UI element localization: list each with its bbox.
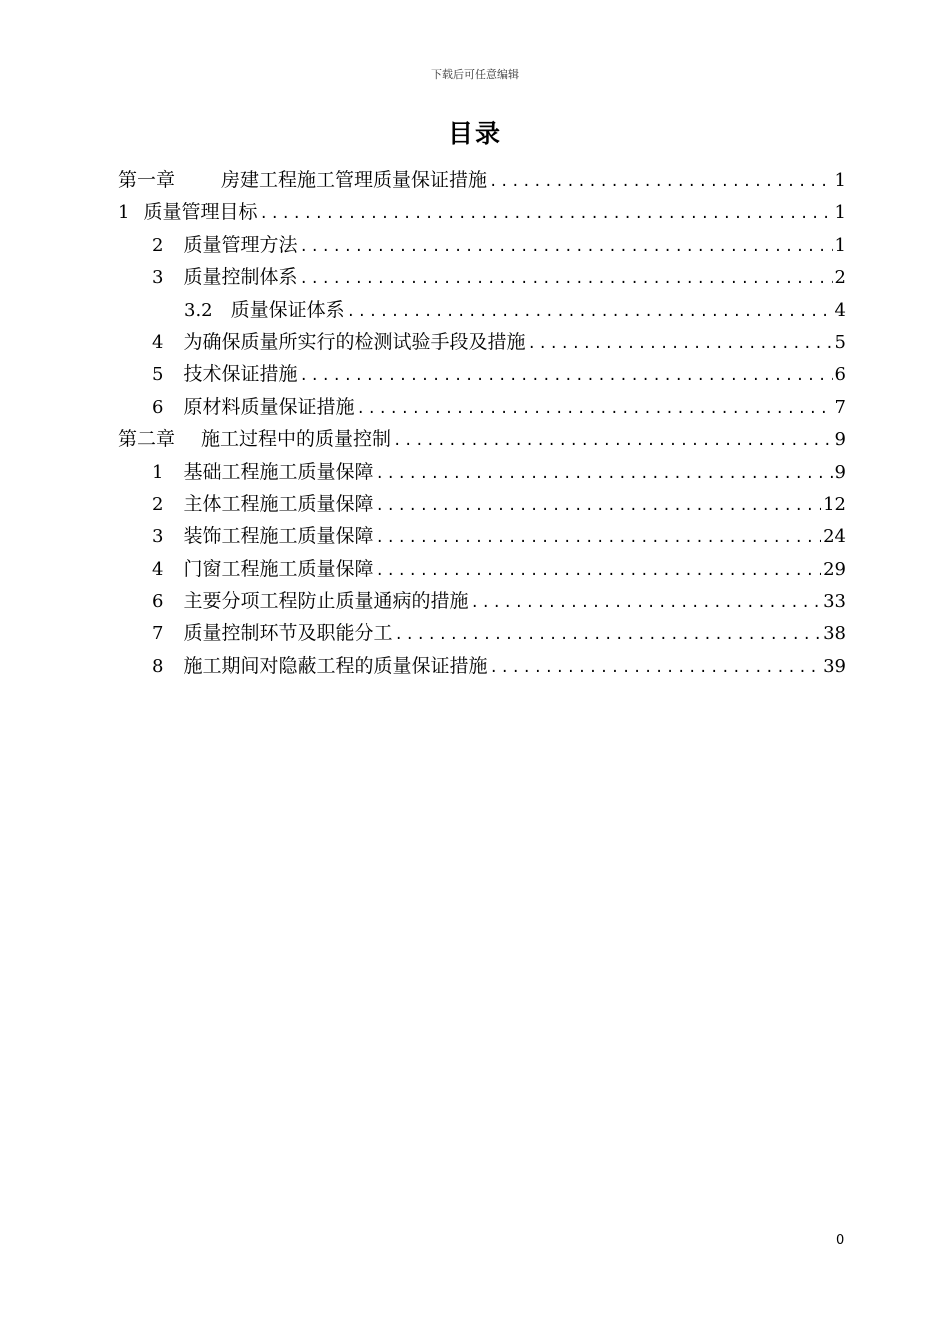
entry-number: 5 bbox=[152, 364, 164, 386]
dot-leader bbox=[489, 166, 833, 198]
entry-number: 4 bbox=[152, 331, 164, 353]
dot-leader bbox=[527, 328, 832, 360]
entry-number: 2 bbox=[152, 234, 164, 256]
toc-title: 目录 bbox=[447, 119, 502, 148]
entry-page-number: 9 bbox=[834, 429, 846, 451]
toc-entry-ch2-section-6[interactable] bbox=[118, 585, 846, 617]
toc-entry-section-2[interactable] bbox=[118, 229, 846, 261]
entry-number: 1 bbox=[118, 202, 130, 224]
entry-number: 6 bbox=[152, 396, 164, 418]
dot-leader bbox=[393, 425, 833, 457]
entry-page-number: 38 bbox=[823, 623, 846, 645]
entry-title: 技术保证措施 bbox=[183, 363, 298, 386]
entry-number: 1 bbox=[152, 461, 164, 483]
entry-page-number: 24 bbox=[823, 526, 846, 548]
entry-number: 4 bbox=[152, 558, 164, 580]
toc-entry-chapter-2[interactable] bbox=[118, 423, 846, 455]
entry-title: 为确保质量所实行的检测试验手段及措施 bbox=[183, 330, 526, 353]
entry-page-number: 4 bbox=[834, 299, 846, 321]
entry-page-number: 7 bbox=[834, 396, 846, 418]
entry-title: 装饰工程施工质量保障 bbox=[183, 525, 374, 548]
entry-page-number: 1 bbox=[834, 234, 846, 256]
toc-entry-ch2-section-3[interactable] bbox=[118, 520, 846, 552]
entry-number: 3.2 bbox=[184, 299, 213, 321]
dot-leader bbox=[375, 522, 821, 554]
dot-leader bbox=[375, 458, 832, 490]
dot-leader bbox=[375, 555, 821, 587]
toc-entry-section-3-2[interactable] bbox=[118, 294, 846, 326]
entry-number: 7 bbox=[152, 623, 164, 645]
dot-leader bbox=[259, 198, 832, 230]
entry-page-number: 1 bbox=[834, 202, 846, 224]
dot-leader bbox=[299, 360, 832, 392]
toc-entry-ch2-section-8[interactable] bbox=[118, 650, 846, 682]
dot-leader bbox=[299, 263, 832, 295]
entry-title: 原材料质量保证措施 bbox=[183, 395, 355, 418]
dot-leader bbox=[299, 231, 832, 263]
entry-title: 主要分项工程防止质量通病的措施 bbox=[183, 590, 469, 613]
toc-entry-section-6[interactable] bbox=[118, 391, 846, 423]
dot-leader bbox=[356, 393, 832, 425]
page-number: 0 bbox=[836, 1233, 845, 1248]
toc-entry-section-5[interactable] bbox=[118, 358, 846, 390]
entry-number: 3 bbox=[152, 267, 164, 289]
toc-entry-section-4[interactable] bbox=[118, 326, 846, 358]
entry-title: 基础工程施工质量保障 bbox=[183, 460, 374, 483]
entry-page-number: 2 bbox=[834, 267, 846, 289]
entry-page-number: 29 bbox=[823, 558, 846, 580]
entry-page-number: 33 bbox=[823, 591, 846, 613]
entry-page-number: 5 bbox=[834, 331, 846, 353]
entry-title: 房建工程施工管理质量保证措施 bbox=[221, 169, 488, 191]
header-note: 下载后可任意编辑 bbox=[431, 68, 519, 81]
entry-title: 质量控制体系 bbox=[183, 266, 298, 289]
entry-title: 质量控制环节及职能分工 bbox=[183, 622, 393, 645]
dot-leader bbox=[489, 652, 821, 684]
entry-page-number: 6 bbox=[834, 364, 846, 386]
entry-number: 8 bbox=[152, 655, 164, 677]
entry-number: 第一章 bbox=[118, 169, 176, 191]
toc-entry-ch2-section-4[interactable] bbox=[118, 553, 846, 585]
toc-entry-ch2-section-1[interactable] bbox=[118, 456, 846, 488]
toc-entry-section-3[interactable] bbox=[118, 261, 846, 293]
entry-title: 质量管理方法 bbox=[183, 233, 298, 256]
entry-number: 6 bbox=[152, 591, 164, 613]
dot-leader bbox=[347, 296, 833, 328]
toc-entry-ch2-section-7[interactable] bbox=[118, 617, 846, 649]
entry-title: 质量管理目标 bbox=[143, 201, 258, 224]
entry-title: 门窗工程施工质量保障 bbox=[183, 557, 374, 580]
toc-entry-section-1[interactable] bbox=[118, 196, 846, 228]
entry-title: 施工期间对隐蔽工程的质量保证措施 bbox=[183, 654, 488, 677]
dot-leader bbox=[470, 587, 821, 619]
entry-number: 2 bbox=[152, 493, 164, 515]
entry-page-number: 9 bbox=[834, 461, 846, 483]
dot-leader bbox=[375, 490, 821, 522]
dot-leader bbox=[394, 619, 821, 651]
entry-page-number: 12 bbox=[823, 493, 846, 515]
entry-page-number: 1 bbox=[834, 170, 846, 191]
entry-title: 主体工程施工质量保障 bbox=[183, 492, 374, 515]
entry-page-number: 39 bbox=[823, 655, 846, 677]
entry-title: 质量保证体系 bbox=[230, 298, 345, 321]
entry-title: 施工过程中的质量控制 bbox=[201, 428, 392, 451]
entry-number: 第二章 bbox=[118, 428, 176, 451]
entry-number: 3 bbox=[152, 526, 164, 548]
table-of-contents bbox=[118, 164, 846, 682]
toc-entry-ch2-section-2[interactable] bbox=[118, 488, 846, 520]
toc-entry-chapter-1[interactable] bbox=[118, 164, 846, 196]
